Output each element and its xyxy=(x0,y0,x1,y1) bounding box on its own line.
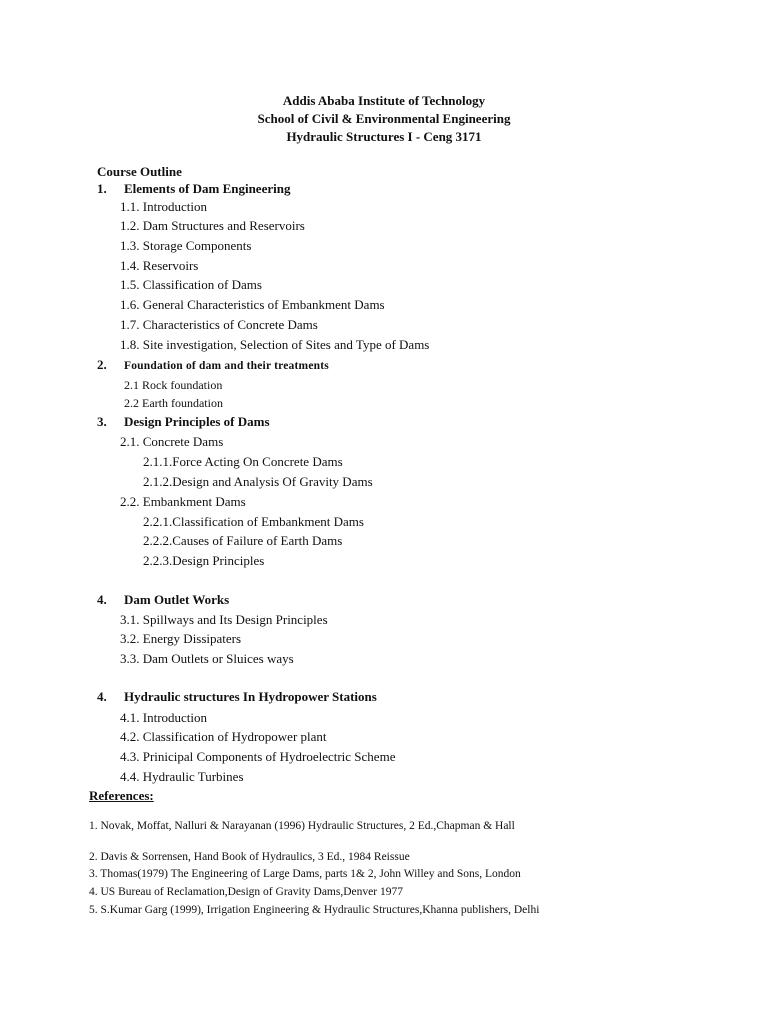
outline-item: 4.1. Introduction xyxy=(120,710,208,725)
reference-item: 3. Thomas(1979) The Engineering of Large Dams, parts 1& 2, John Willey and Sons, London xyxy=(89,868,521,880)
course-outline-heading: Course Outline xyxy=(97,164,182,179)
outline-item: 1.1. Introduction xyxy=(120,199,208,214)
outline-item: 1.3. Storage Components xyxy=(120,238,252,253)
section-number: 4. xyxy=(97,592,107,607)
section-number: 3. xyxy=(97,414,107,429)
outline-item: 2.1. Concrete Dams xyxy=(120,434,224,449)
outline-item: 1.4. Reservoirs xyxy=(120,258,199,273)
outline-item: 1.5. Classification of Dams xyxy=(120,277,262,292)
outline-item: 4.4. Hydraulic Turbines xyxy=(120,769,244,784)
outline-item: 1.7. Characteristics of Concrete Dams xyxy=(120,317,318,332)
section-heading: Design Principles of Dams xyxy=(124,414,270,429)
reference-item: 4. US Bureau of Reclamation,Design of Gravity Dams,Denver 1977 xyxy=(89,886,403,898)
section-number: 4. xyxy=(97,689,107,704)
institute-title: Addis Ababa Institute of Technology xyxy=(282,93,486,108)
outline-item: 1.8. Site investigation, Selection of Sites and Type of Dams xyxy=(120,337,430,352)
reference-item: 1. Novak, Moffat, Nalluri & Narayanan (1996) Hydraulic Structures, 2 Ed.,Chapman & Hall xyxy=(89,820,515,832)
outline-item: 4.3. Prinicipal Components of Hydroelectric Scheme xyxy=(120,749,396,764)
outline-subitem: 2.1.2.Design and Analysis Of Gravity Dams xyxy=(143,474,373,489)
outline-item: 2.2 Earth foundation xyxy=(124,396,223,410)
outline-item: 2.2. Embankment Dams xyxy=(120,494,246,509)
reference-item: 5. S.Kumar Garg (1999), Irrigation Engineering & Hydraulic Structures,Khanna publishers, Delhi xyxy=(89,904,540,916)
section-heading: Hydraulic structures In Hydropower Stations xyxy=(124,689,377,704)
outline-subitem: 2.2.2.Causes of Failure of Earth Dams xyxy=(143,533,343,548)
section-heading: Elements of Dam Engineering xyxy=(124,181,291,196)
outline-item: 3.1. Spillways and Its Design Principles xyxy=(120,612,328,627)
outline-item: 3.2. Energy Dissipaters xyxy=(120,631,242,646)
references-heading: References: xyxy=(89,788,154,803)
outline-item: 2.1 Rock foundation xyxy=(124,378,223,392)
outline-subitem: 2.2.3.Design Principles xyxy=(143,553,265,568)
section-heading: Dam Outlet Works xyxy=(124,592,230,607)
section-number: 2. xyxy=(97,357,107,372)
outline-subitem: 2.2.1.Classification of Embankment Dams xyxy=(143,514,364,529)
section-number: 1. xyxy=(97,181,107,196)
course-title: Hydraulic Structures I - Ceng 3171 xyxy=(286,129,482,144)
school-title: School of Civil & Environmental Engineering xyxy=(257,111,511,126)
outline-item: 1.2. Dam Structures and Reservoirs xyxy=(120,218,305,233)
outline-item: 1.6. General Characteristics of Embankment Dams xyxy=(120,297,385,312)
outline-item: 4.2. Classification of Hydropower plant xyxy=(120,729,327,744)
reference-item: 2. Davis & Sorrensen, Hand Book of Hydraulics, 3 Ed., 1984 Reissue xyxy=(89,851,410,863)
outline-subitem: 2.1.1.Force Acting On Concrete Dams xyxy=(143,454,343,469)
outline-item: 3.3. Dam Outlets or Sluices ways xyxy=(120,651,294,666)
section-heading: Foundation of dam and their treatments xyxy=(124,360,329,372)
